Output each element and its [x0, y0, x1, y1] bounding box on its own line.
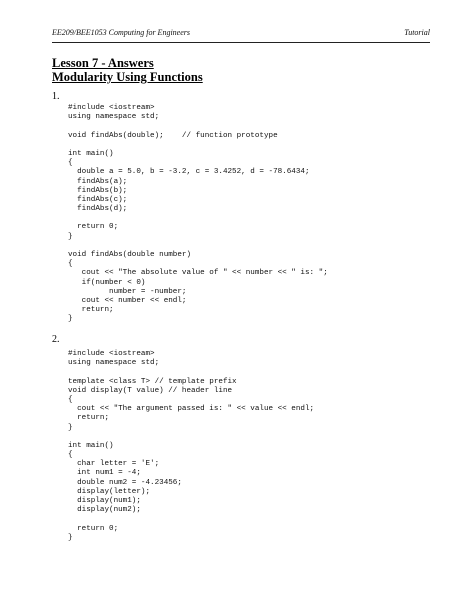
code-line: findAbs(c);: [68, 195, 128, 204]
code-line: [68, 242, 328, 251]
code-line: {: [68, 260, 73, 269]
code-line: [68, 122, 328, 131]
code-line: using namespace std;: [68, 359, 160, 368]
code-line: template <class T> // template prefix: [68, 377, 237, 386]
code-line: void display(T value) // header line: [68, 386, 233, 395]
code-line: using namespace std;: [68, 113, 160, 122]
code-line: display(num1);: [68, 497, 141, 505]
code-line: {: [68, 395, 73, 404]
code-line: return 0;: [68, 223, 119, 232]
code-line: [68, 515, 314, 524]
code-line: display(num2);: [68, 506, 141, 515]
code-line: {: [68, 159, 73, 168]
header-course: EE209/BEE1053 Computing for Engineers: [52, 28, 190, 37]
code-line: }: [68, 315, 73, 324]
lesson-title: Lesson 7 - Answers: [52, 56, 154, 70]
question-2-number: 2.: [52, 334, 60, 345]
header-rule: [52, 42, 430, 43]
code-line: if(number < 0): [68, 278, 146, 287]
code-line: cout << "The absolute value of " << number << " is: ";: [68, 269, 328, 278]
code-line: {: [68, 451, 73, 460]
code-line: findAbs(d);: [68, 205, 128, 214]
code-line: double num2 = -4.23456;: [68, 478, 182, 487]
question-1-code: [68, 104, 328, 325]
code-line: }: [68, 533, 73, 542]
code-line: return;: [68, 306, 114, 315]
lesson-topic: Modularity Using Functions: [52, 70, 203, 84]
code-line: void findAbs(double number): [68, 251, 192, 259]
code-line: return 0;: [68, 524, 119, 533]
question-1-number: 1.: [52, 91, 60, 102]
code-line: }: [68, 423, 73, 432]
code-line: }: [68, 232, 73, 241]
code-line: [68, 214, 328, 223]
code-line: int main(): [68, 149, 114, 158]
code-line: int main(): [68, 441, 114, 450]
code-line: void findAbs(double); // function prototype: [68, 131, 278, 140]
code-line: findAbs(b);: [68, 186, 128, 195]
header-section: Tutorial: [404, 28, 430, 37]
code-line: #include <iostream>: [68, 104, 155, 112]
code-line: #include <iostream>: [68, 350, 155, 358]
code-line: display(letter);: [68, 487, 151, 496]
code-line: char letter = 'E';: [68, 460, 160, 469]
code-line: [68, 368, 314, 377]
code-line: [68, 433, 314, 442]
code-line: findAbs(a);: [68, 177, 128, 186]
code-line: cout << "The argument passed is: " << value << endl;: [68, 405, 315, 414]
code-line: double a = 5.0, b = -3.2, c = 3.4252, d = -78.6434;: [68, 168, 310, 177]
code-line: [68, 141, 328, 150]
code-line: cout << number << endl;: [68, 296, 187, 305]
question-2-code: [68, 350, 314, 543]
code-line: int num1 = -4;: [68, 469, 141, 478]
code-line: return;: [68, 414, 110, 423]
code-line: number = -number;: [68, 287, 187, 296]
